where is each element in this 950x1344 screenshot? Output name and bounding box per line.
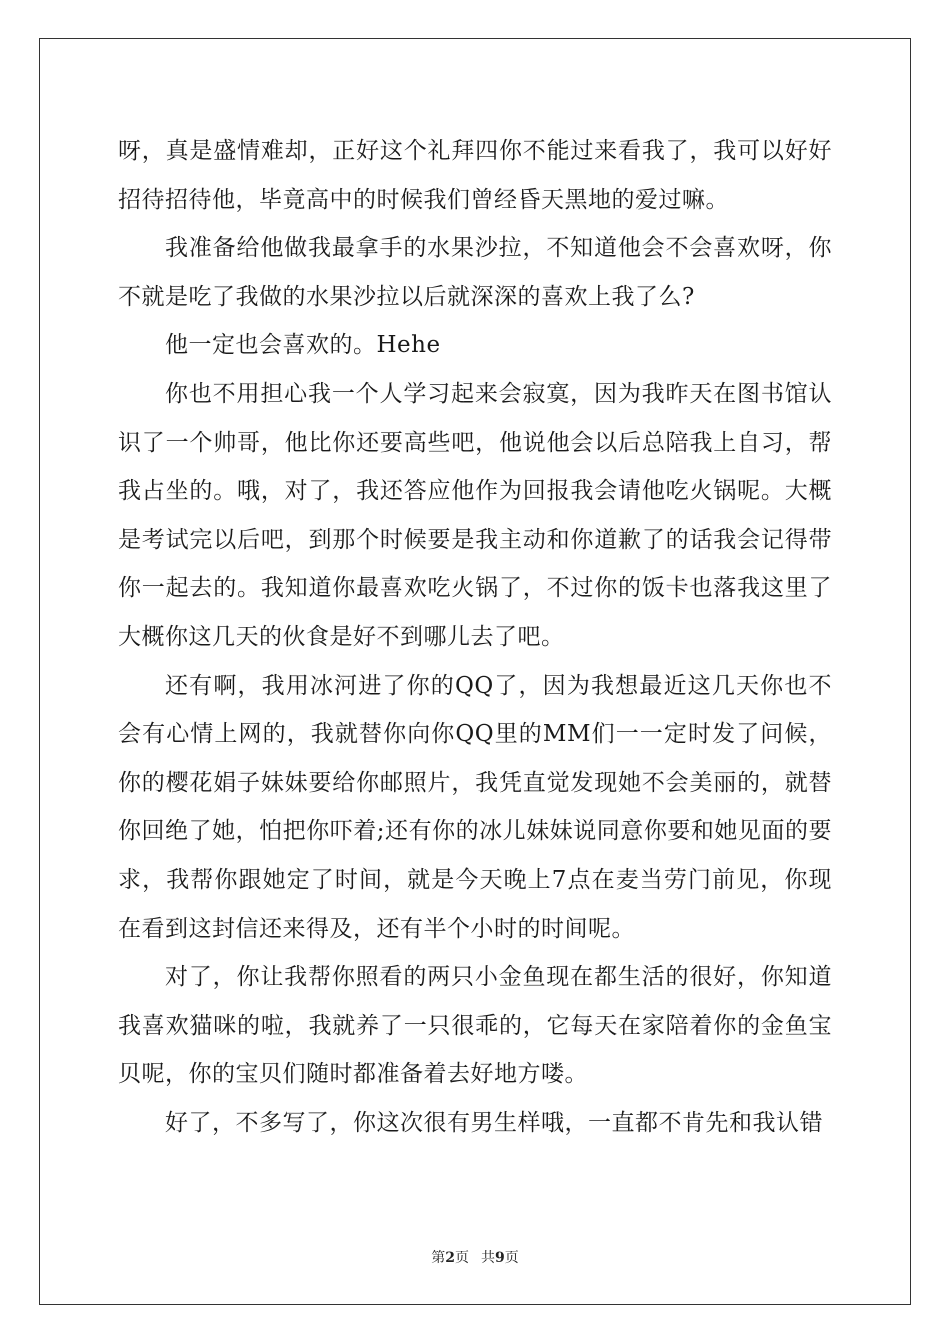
document-body — [118, 127, 832, 1147]
paragraph-1: 呀，真是盛情难却，正好这个礼拜四你不能过来看我了，我可以好好招待招待他，毕竟高中的时候我们曾经昏天黑地的爱过嘛。 — [118, 138, 832, 213]
total-page-number: 9 — [495, 1250, 505, 1266]
footer-prefix: 第 — [431, 1250, 446, 1266]
page-footer — [0, 1247, 950, 1267]
footer-total-suffix: 页 — [504, 1250, 519, 1266]
paragraph-7: 好了，不多写了，你这次很有男生样哦，一直都不肯先和我认错 — [165, 1109, 823, 1136]
paragraph-3: 他一定也会喜欢的。Hehe — [165, 332, 441, 359]
footer-page-suffix: 页 — [455, 1250, 469, 1266]
paragraph-5: 还有啊，我用冰河进了你的QQ了，因为我想最近这几天你也不会有心情上网的，我就替你向你QQ里的MM们一一定时发了问候，你的樱花娟子妹妹要给你邮照片，我凭直觉发现她不会美丽的，就替你回绝了她，怕把你吓着;还有你的冰儿妹妹说同意你要和她见面的要求，我帮你跟她定了时间，就是今天晚上7点在麦当劳门前见，你现在看到这封信还来得及，还有半个小时的时间呢。 — [118, 672, 832, 942]
footer-total-prefix: 共 — [481, 1250, 495, 1266]
paragraph-4: 你也不用担心我一个人学习起来会寂寞，因为我昨天在图书馆认识了一个帅哥，他比你还要高些吧，他说他会以后总陪我上自习，帮我占坐的。哦，对了，我还答应他作为回报我会请他吃火锅呢。大概是考试完以后吧，到那个时候要是我主动和你道歉了的话我会记得带你一起去的。我知道你最喜欢吃火锅了，不过你的饭卡也落我这里了大概你这几天的伙食是好不到哪儿去了吧。 — [118, 380, 832, 650]
paragraph-2: 我准备给他做我最拿手的水果沙拉，不知道他会不会喜欢呀，你不就是吃了我做的水果沙拉以后就深深的喜欢上我了么? — [118, 235, 832, 310]
current-page-number: 2 — [445, 1250, 455, 1266]
paragraph-6: 对了，你让我帮你照看的两只小金鱼现在都生活的很好，你知道我喜欢猫咪的啦，我就养了一只很乖的，它每天在家陪着你的金鱼宝贝呢，你的宝贝们随时都准备着去好地方喽。 — [118, 964, 832, 1088]
